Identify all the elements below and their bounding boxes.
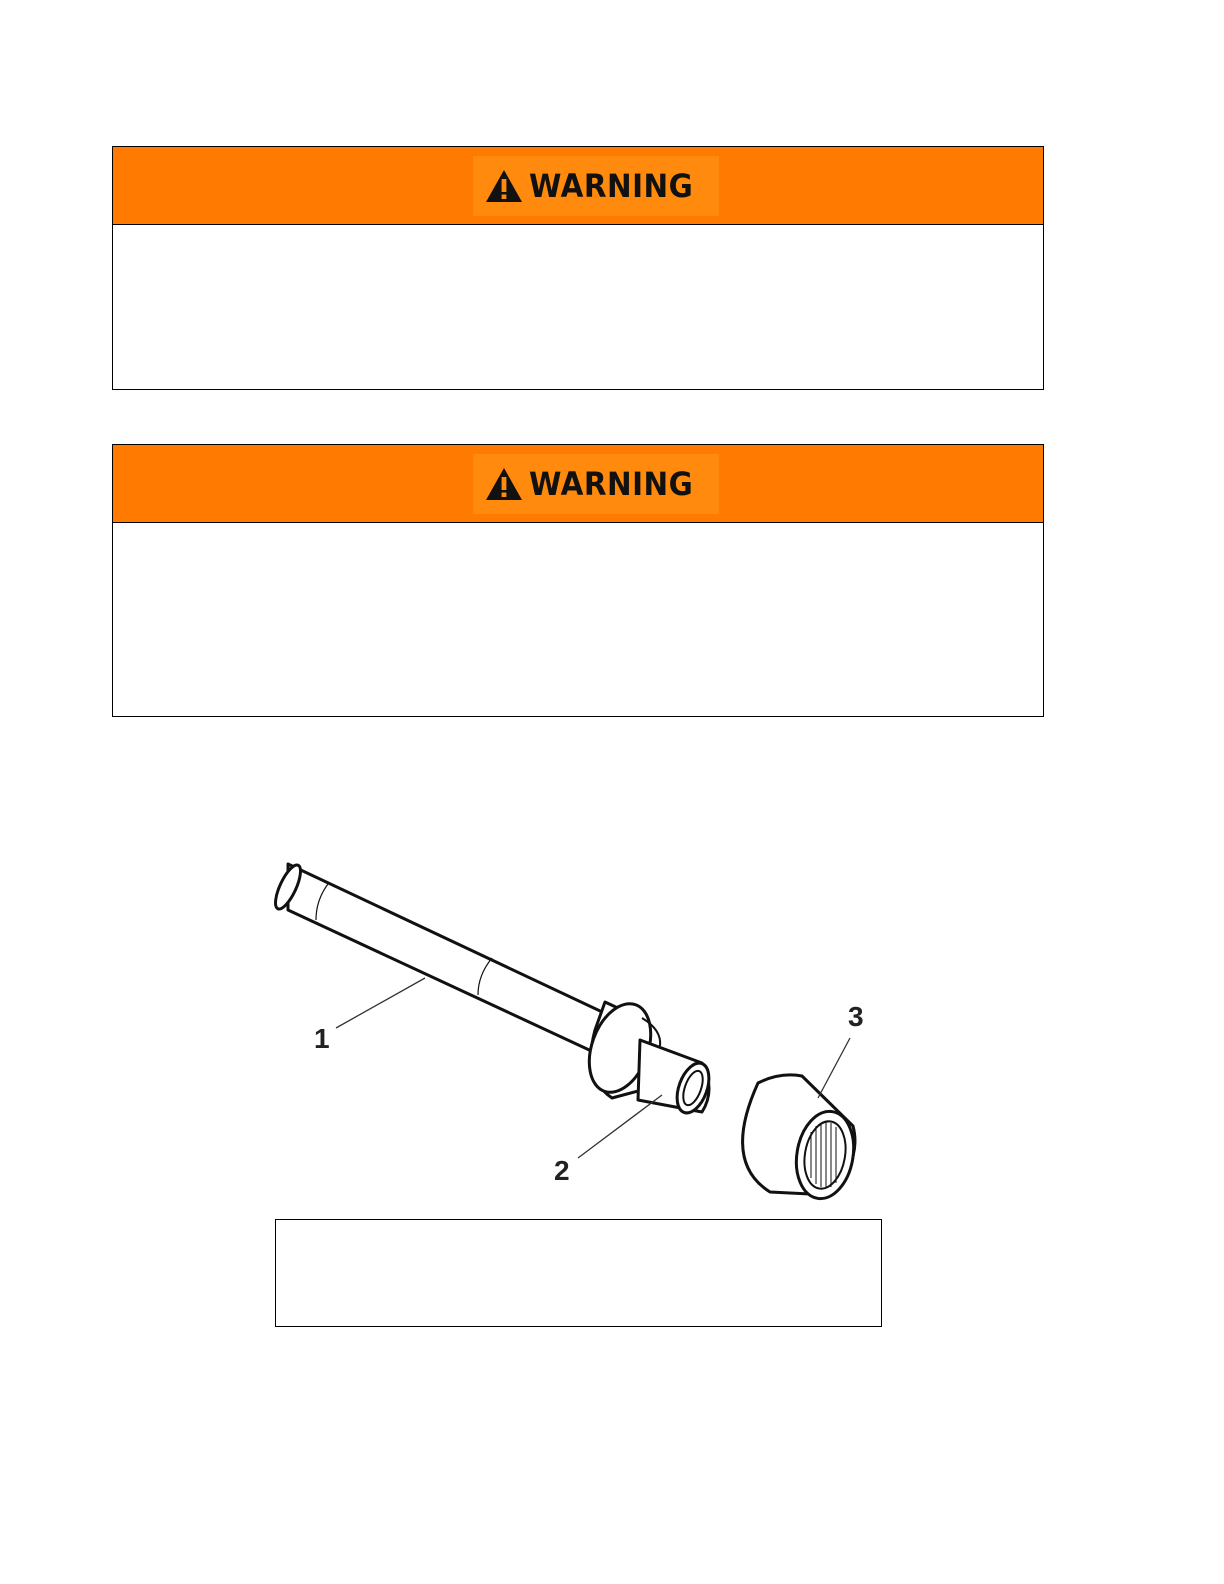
warning-triangle-icon (485, 169, 523, 203)
installer-pilot (638, 1040, 715, 1117)
warning-body-text (113, 523, 1043, 571)
warning-title: WARNING (528, 464, 693, 503)
callout-number-1: 1 (314, 1023, 330, 1054)
warning-header (113, 147, 1043, 225)
callout-number-2: 2 (554, 1155, 570, 1186)
callout-2-leader (578, 1095, 662, 1158)
warning-title: WARNING (528, 166, 693, 205)
warning-header (113, 445, 1043, 523)
tool-illustration (270, 850, 880, 1210)
warning-label (473, 156, 720, 216)
warning-body-text (113, 225, 1043, 273)
warning-label (473, 454, 720, 514)
callout-1-leader (336, 978, 425, 1028)
callout-3-leader (818, 1038, 850, 1098)
warning-box (112, 146, 1044, 390)
warning-triangle-icon (485, 467, 523, 501)
figure-caption-box (275, 1219, 882, 1327)
warning-box (112, 444, 1044, 717)
callout-number-3: 3 (848, 1001, 864, 1032)
needle-bearing (743, 1075, 861, 1203)
